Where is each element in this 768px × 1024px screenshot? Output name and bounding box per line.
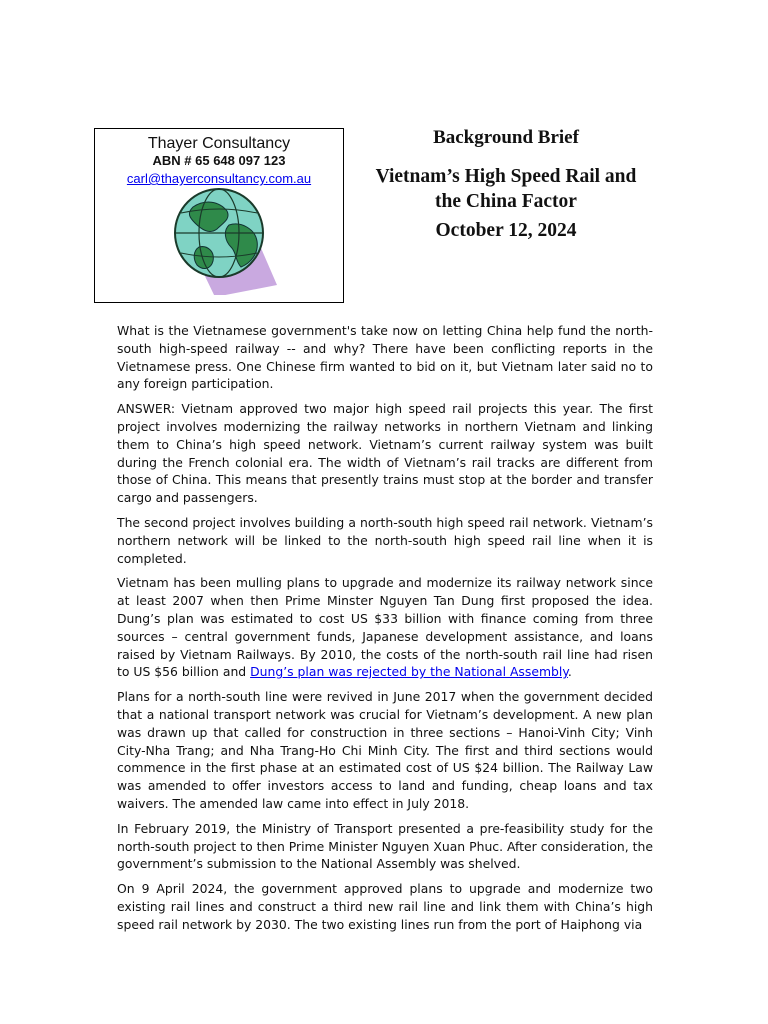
document-title [350,164,662,214]
paragraph-question: What is the Vietnamese government's take now on letting China help fund the north-south high-speed railway -- and why? There have been conflicting reports in the Vietnamese press. One Chinese firm wanted to bid on it, but Vietnam later said no to any foreign participation. [117,323,653,392]
national-assembly-link[interactable]: Dung’s plan was rejected by the National Assembly [250,664,568,680]
company-abn: ABN # 65 648 097 123 [152,153,286,168]
company-name: Thayer Consultancy [147,135,291,152]
paragraph-answer: ANSWER: Vietnam approved two major high speed rail projects this year. The first project involves modernizing the railway networks in northern Vietnam and linking them to China’s high speed network. Vietnam’s current railway system was built during the French colonial era. The width of Vietnam’s rail tracks are different from those of China. This means that presently trains must stop at the border and transfer cargo and passengers. [117,401,653,506]
document-date: October 12, 2024 [435,220,577,241]
brief-label: Background Brief [433,127,579,148]
document-title-block [350,126,662,243]
title-line-1: Vietnam’s High Speed Rail and [375,166,637,187]
history-text-end: . [567,664,572,680]
document-body [117,322,653,941]
globe-icon [171,185,281,295]
paragraph-2024-approval: On 9 April 2024, the government approved plans to upgrade and modernize two existing rail lines and construct a third new rail line and link them with China’s high speed rail network by 2030. The two existing lines run from the port of Haiphong via [117,881,653,932]
letterhead-logo-box [94,128,344,303]
company-email-link[interactable]: carl@thayerconsultancy.com.au [126,171,312,186]
globe-land-3 [194,247,213,269]
paragraph-second-project: The second project involves building a north-south high speed rail network. Vietnam’s northern network will be linked to the north-south high speed rail line when it is completed. [117,514,653,566]
paragraph-2019-study: In February 2019, the Ministry of Transport presented a pre-feasibility study for the north-south project to then Prime Minister Nguyen Xuan Phuc. After consideration, the government’s submission to the National Assembly was shelved. [117,820,653,872]
paragraph-2017-revival: Plans for a north-south line were revived in June 2017 when the government decided that a national transport network was crucial for Vietnam’s development. A new plan was drawn up that called for construction in three sections – Hanoi-Vinh City; Vinh City-Nha Trang; and Nha Trang-Ho Chi Minh City. The first and third sections would commence in the first phase at an estimated cost of US $24 billion. The Railway Law was amended to offer investors access to land and funding, cheap loans and tax waivers. The amended law came into effect in July 2018. [117,689,653,811]
title-line-2: the China Factor [435,191,577,212]
paragraph-history [117,574,653,681]
history-text: Vietnam has been mulling plans to upgrade and modernize its railway network since at least 2007 when then Prime Minster Nguyen Tan Dung first proposed the idea. Dung’s plan was estimated to cost US $33 billion with finance coming from three sources – central government funds, Japanese development assistance, and loans raised by Vietnam Railways. By 2010, the costs of the north-south rail line had risen to US $56 billion and [117,575,653,680]
